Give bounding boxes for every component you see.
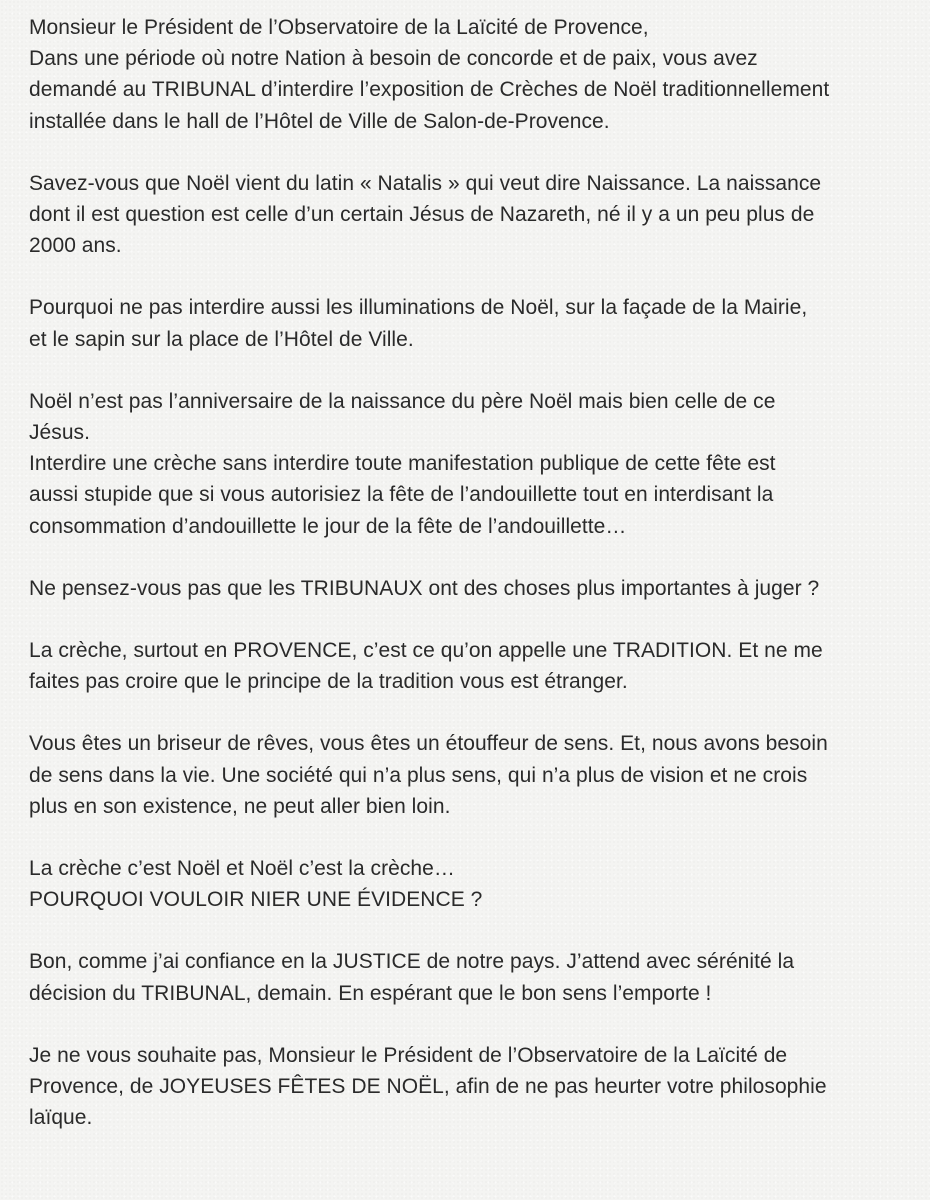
text-line: Jésus.	[29, 421, 90, 445]
paragraph-tribunaux	[29, 573, 920, 604]
text-line: consommation d’andouillette le jour de la fête de l’andouillette…	[29, 514, 627, 538]
text-line: dont il est question est celle d’un certain Jésus de Nazareth, né il y a un peu plus de	[29, 203, 815, 227]
paragraph-salutation	[29, 12, 920, 137]
text-line: Noël n’est pas l’anniversaire de la naissance du père Noël mais bien celle de ce	[29, 389, 776, 413]
paragraph-tradition	[29, 635, 920, 697]
text-line: La crèche c’est Noël et Noël c’est la crèche…	[29, 857, 455, 881]
text-line: demandé au TRIBUNAL d’interdire l’exposition de Crèches de Noël traditionnellement	[29, 78, 830, 102]
paragraph-closing	[29, 1040, 920, 1134]
text-line: installée dans le hall de l’Hôtel de Ville de Salon-de-Provence.	[29, 109, 610, 133]
paragraph-illuminations	[29, 292, 920, 354]
text-line: Provence, de JOYEUSES FÊTES DE NOËL, afin de ne pas heurter votre philosophie	[29, 1075, 827, 1099]
text-line: de sens dans la vie. Une société qui n’a plus sens, qui n’a plus de vision et ne crois	[29, 763, 808, 787]
text-line: Vous êtes un briseur de rêves, vous êtes un étouffeur de sens. Et, nous avons besoin	[29, 732, 828, 756]
text-line: Je ne vous souhaite pas, Monsieur le Président de l’Observatoire de la Laïcité de	[29, 1043, 788, 1067]
text-line: faites pas croire que le principe de la tradition vous est étranger.	[29, 670, 628, 694]
paragraph-sens	[29, 728, 920, 822]
text-line: POURQUOI VOULOIR NIER UNE ÉVIDENCE ?	[29, 888, 483, 912]
text-line: plus en son existence, ne peut aller bien loin.	[29, 794, 451, 818]
paragraph-andouillette	[29, 386, 920, 542]
text-line: Monsieur le Président de l’Observatoire de la Laïcité de Provence,	[29, 16, 649, 39]
text-line: Ne pensez-vous pas que les TRIBUNAUX ont des choses plus importantes à juger ?	[29, 576, 820, 600]
text-line: La crèche, surtout en PROVENCE, c’est ce qu’on appelle une TRADITION. Et ne me	[29, 639, 823, 663]
paragraph-justice	[29, 946, 920, 1008]
text-line: 2000 ans.	[29, 234, 122, 258]
text-line: Interdire une crèche sans interdire toute manifestation publique de cette fête est	[29, 452, 776, 476]
text-line: aussi stupide que si vous autorisiez la fête de l’andouillette tout en interdisant la	[29, 483, 774, 507]
text-line: Savez-vous que Noël vient du latin « Natalis » qui veut dire Naissance. La naissance	[29, 171, 822, 195]
text-line: Dans une période où notre Nation à besoin de concorde et de paix, vous avez	[29, 47, 758, 71]
text-line: Bon, comme j’ai confiance en la JUSTICE de notre pays. J’attend avec sérénité la	[29, 950, 795, 974]
paragraph-natalis	[29, 168, 920, 262]
text-line: Pourquoi ne pas interdire aussi les illuminations de Noël, sur la façade de la Mairie,	[29, 296, 808, 320]
paragraph-evidence	[29, 853, 920, 915]
text-line: laïque.	[29, 1106, 93, 1130]
text-line: décision du TRIBUNAL, demain. En espérant que le bon sens l’emporte !	[29, 981, 712, 1005]
text-line: et le sapin sur la place de l’Hôtel de Ville.	[29, 327, 414, 351]
